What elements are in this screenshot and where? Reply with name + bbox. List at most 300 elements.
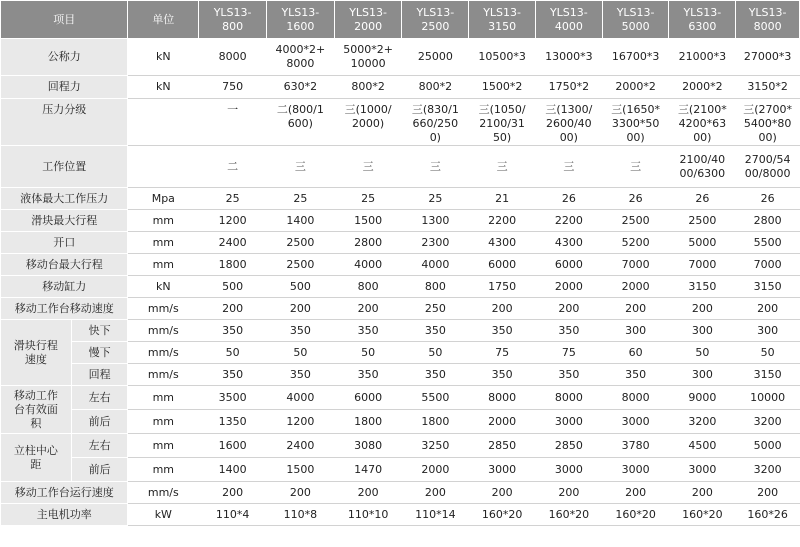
value-cell <box>334 232 402 254</box>
value-cell <box>334 210 402 232</box>
value-cell <box>535 76 602 99</box>
unit-cell <box>128 232 199 254</box>
unit-cell <box>128 276 199 298</box>
table-row <box>1 434 800 458</box>
value-cell-text: 200 <box>222 485 244 499</box>
row-label <box>1 39 128 76</box>
value-cell-text: 25 <box>361 191 376 205</box>
value-cell-text: 3200 <box>753 414 782 428</box>
value-cell <box>334 342 402 364</box>
value-cell <box>602 320 669 342</box>
value-cell <box>469 434 536 458</box>
value-cell <box>736 364 800 386</box>
value-cell-text: 三 <box>362 159 374 173</box>
value-cell <box>402 146 469 188</box>
value-cell <box>402 232 469 254</box>
value-cell <box>266 76 334 99</box>
value-cell <box>402 254 469 276</box>
value-cell-text: 350 <box>491 367 513 381</box>
sub-label-text: 前后 <box>88 462 111 476</box>
table-row <box>1 76 800 99</box>
value-cell <box>334 99 402 146</box>
value-cell-text: 110*14 <box>415 507 456 521</box>
value-cell-text: 2400 <box>218 235 247 249</box>
value-cell <box>199 342 267 364</box>
value-cell <box>199 482 267 504</box>
value-cell-text: 200 <box>625 485 647 499</box>
value-cell <box>669 210 736 232</box>
value-cell <box>736 76 800 99</box>
group-label <box>1 434 72 482</box>
value-cell <box>602 76 669 99</box>
value-cell <box>602 254 669 276</box>
value-cell <box>602 342 669 364</box>
value-cell-text: 3080 <box>354 438 383 452</box>
value-cell <box>199 276 267 298</box>
value-cell-text: 50 <box>361 345 376 359</box>
unit-cell-text: mm <box>152 462 175 476</box>
value-cell-text: 三(2700* 5400*80 00) <box>743 103 792 144</box>
value-cell-text: 3150 <box>753 279 782 293</box>
table-row <box>1 482 800 504</box>
value-cell-text: 50 <box>760 345 775 359</box>
sub-label <box>71 342 128 364</box>
value-cell-text: 2850 <box>554 438 583 452</box>
value-cell-text: 2700/54 00/8000 <box>744 152 791 180</box>
row-label <box>1 504 128 526</box>
value-cell-text: 三 <box>630 159 642 173</box>
value-cell-text: 三(1650* 3300*50 00) <box>611 103 660 144</box>
value-cell <box>402 386 469 410</box>
value-cell-text: 5000 <box>688 235 717 249</box>
value-cell <box>535 504 602 526</box>
header-model: YLS13- 4000 <box>535 1 602 39</box>
row-label-text: 开口 <box>53 235 76 249</box>
value-cell-text: 200 <box>289 485 311 499</box>
value-cell <box>602 232 669 254</box>
value-cell-text: 2000 <box>554 279 583 293</box>
value-cell <box>266 254 334 276</box>
value-cell <box>535 386 602 410</box>
sub-label-text: 快下 <box>88 323 111 337</box>
table-row <box>1 146 800 188</box>
value-cell <box>602 364 669 386</box>
row-label-text: 工作位置 <box>42 159 87 173</box>
value-cell <box>602 276 669 298</box>
value-cell-text: 350 <box>424 367 446 381</box>
value-cell <box>535 342 602 364</box>
value-cell-text: 200 <box>757 301 779 315</box>
value-cell-text: 21000*3 <box>678 50 727 63</box>
value-cell <box>535 298 602 320</box>
value-cell <box>266 232 334 254</box>
value-cell <box>266 504 334 526</box>
unit-cell-text: mm <box>152 390 175 404</box>
value-cell <box>199 410 267 434</box>
value-cell-text: 2200 <box>554 213 583 227</box>
value-cell <box>535 320 602 342</box>
value-cell-text: 50 <box>293 345 308 359</box>
row-label-text: 公称力 <box>47 50 81 63</box>
value-cell <box>199 504 267 526</box>
header-unit: 单位 <box>128 1 199 39</box>
unit-cell-text: mm <box>152 414 175 428</box>
value-cell-text: 13000*3 <box>545 50 593 63</box>
value-cell <box>469 504 536 526</box>
value-cell-text: 4000 <box>286 390 315 404</box>
value-cell-text: 1800 <box>218 257 247 271</box>
value-cell <box>535 458 602 482</box>
group-label <box>1 320 72 386</box>
value-cell-text: 800*2 <box>418 80 453 93</box>
header-model: YLS13- 5000 <box>602 1 669 39</box>
value-cell <box>736 298 800 320</box>
table-row <box>1 364 800 386</box>
value-cell-text: 160*20 <box>615 507 656 521</box>
value-cell <box>469 188 536 210</box>
value-cell-text: 2000 <box>421 462 450 476</box>
value-cell-text: 1200 <box>286 414 315 428</box>
value-cell-text: 200 <box>424 485 446 499</box>
value-cell-text: 160*20 <box>548 507 590 521</box>
value-cell-text: 5200 <box>621 235 650 249</box>
sub-label-text: 左右 <box>88 438 111 452</box>
value-cell <box>402 458 469 482</box>
value-cell-text: 8000 <box>488 390 517 404</box>
value-cell-text: 1300 <box>421 213 450 227</box>
value-cell <box>669 39 736 76</box>
value-cell <box>334 386 402 410</box>
value-cell-text: 26 <box>760 191 775 205</box>
value-cell <box>402 482 469 504</box>
header-model: YLS13- 2500 <box>402 1 469 39</box>
value-cell-text: 3780 <box>621 438 650 452</box>
value-cell <box>334 254 402 276</box>
value-cell <box>669 76 736 99</box>
value-cell-text: 三(1300/ 2600/40 00) <box>545 103 593 144</box>
row-label <box>1 210 128 232</box>
value-cell-text: 200 <box>558 485 580 499</box>
value-cell <box>669 458 736 482</box>
value-cell <box>334 76 402 99</box>
value-cell-text: 1750*2 <box>548 80 590 93</box>
row-label <box>1 298 128 320</box>
value-cell <box>266 410 334 434</box>
value-cell-text: 350 <box>222 323 244 337</box>
value-cell <box>334 188 402 210</box>
value-cell <box>199 210 267 232</box>
unit-cell-text: mm/s <box>147 323 179 337</box>
sub-label <box>71 434 128 458</box>
value-cell <box>535 188 602 210</box>
value-cell <box>602 188 669 210</box>
value-cell <box>669 386 736 410</box>
group-label-text: 滑块行程 速度 <box>13 338 58 366</box>
table-row <box>1 320 800 342</box>
sub-label-text: 左右 <box>88 390 111 404</box>
value-cell-text: 3500 <box>218 390 247 404</box>
value-cell-text: 4000*2+ 8000 <box>275 43 326 70</box>
value-cell <box>736 276 800 298</box>
sub-label <box>71 386 128 410</box>
value-cell <box>669 320 736 342</box>
value-cell <box>334 504 402 526</box>
value-cell-text: 2000 <box>621 279 650 293</box>
unit-cell-text: mm/s <box>147 345 179 359</box>
value-cell <box>266 188 334 210</box>
value-cell-text: 2000 <box>488 414 517 428</box>
unit-cell <box>128 504 199 526</box>
value-cell <box>266 99 334 146</box>
row-label-text: 移动缸力 <box>42 279 87 293</box>
value-cell-text: 5500 <box>753 235 782 249</box>
table-row <box>1 298 800 320</box>
header-model: YLS13- 3150 <box>469 1 536 39</box>
unit-cell-text: mm/s <box>147 301 179 315</box>
sub-label-text: 慢下 <box>88 345 111 359</box>
header-model: YLS13- 1600 <box>266 1 334 39</box>
row-label <box>1 276 128 298</box>
value-cell <box>469 298 536 320</box>
value-cell <box>535 254 602 276</box>
value-cell-text: 三 <box>496 159 508 173</box>
group-label-text: 立柱中心 距 <box>13 443 58 471</box>
value-cell <box>402 364 469 386</box>
value-cell <box>602 146 669 188</box>
sub-label <box>71 364 128 386</box>
value-cell <box>469 39 536 76</box>
value-cell <box>334 320 402 342</box>
value-cell <box>266 39 334 76</box>
unit-cell <box>128 76 199 99</box>
value-cell <box>602 504 669 526</box>
value-cell-text: 4300 <box>554 235 583 249</box>
value-cell-text: 200 <box>757 485 779 499</box>
value-cell <box>334 146 402 188</box>
value-cell-text: 1470 <box>354 462 383 476</box>
table-row <box>1 410 800 434</box>
value-cell-text: 27000*3 <box>743 50 792 63</box>
value-cell <box>736 504 800 526</box>
row-label-text: 主电机功率 <box>36 507 92 521</box>
value-cell <box>602 458 669 482</box>
unit-cell <box>128 434 199 458</box>
value-cell <box>334 482 402 504</box>
value-cell <box>199 99 267 146</box>
value-cell <box>669 146 736 188</box>
value-cell <box>669 254 736 276</box>
value-cell <box>469 276 536 298</box>
value-cell-text: 300 <box>691 323 713 337</box>
value-cell-text: 二 <box>227 159 239 173</box>
unit-cell <box>128 410 199 434</box>
value-cell-text: 50 <box>428 345 443 359</box>
table-row <box>1 39 800 76</box>
value-cell <box>469 146 536 188</box>
value-cell <box>469 210 536 232</box>
value-cell <box>669 504 736 526</box>
value-cell-text: 三 <box>294 159 306 173</box>
unit-cell-text: mm/s <box>147 485 179 499</box>
row-label <box>1 99 128 146</box>
unit-cell-text: kN <box>156 80 171 93</box>
unit-cell <box>128 342 199 364</box>
header-model: YLS13- 800 <box>199 1 267 39</box>
value-cell-text: 10500*3 <box>478 50 526 63</box>
value-cell <box>602 386 669 410</box>
value-cell <box>736 482 800 504</box>
value-cell-text: 26 <box>561 191 576 205</box>
value-cell <box>669 298 736 320</box>
value-cell-text: 2000*2 <box>615 80 656 93</box>
value-cell-text: 200 <box>558 301 580 315</box>
unit-cell <box>128 298 199 320</box>
unit-cell-text: kW <box>154 507 172 521</box>
value-cell <box>535 434 602 458</box>
table-row <box>1 386 800 410</box>
value-cell <box>334 276 402 298</box>
value-cell-text: 110*10 <box>347 507 389 521</box>
group-label <box>1 386 72 434</box>
value-cell-text: 8000 <box>621 390 650 404</box>
table-row <box>1 99 800 146</box>
value-cell <box>535 482 602 504</box>
value-cell-text: 4000 <box>354 257 383 271</box>
value-cell-text: 50 <box>225 345 240 359</box>
row-label <box>1 232 128 254</box>
unit-cell-text: mm <box>152 438 175 452</box>
value-cell-text: 1800 <box>354 414 383 428</box>
value-cell-text: 21 <box>495 191 510 205</box>
value-cell-text: 3150 <box>753 367 782 381</box>
value-cell <box>469 99 536 146</box>
value-cell-text: 200 <box>625 301 647 315</box>
value-cell-text: 9000 <box>688 390 717 404</box>
value-cell-text: 三(830/1 660/250 0) <box>411 103 459 144</box>
value-cell-text: 350 <box>625 367 647 381</box>
value-cell-text: 2400 <box>286 438 315 452</box>
value-cell <box>402 276 469 298</box>
value-cell-text: 5500 <box>421 390 450 404</box>
header-row <box>1 1 800 39</box>
value-cell <box>266 364 334 386</box>
row-label-text: 压力分级 <box>42 103 87 116</box>
value-cell <box>469 386 536 410</box>
table-row <box>1 458 800 482</box>
table-row <box>1 254 800 276</box>
value-cell <box>535 39 602 76</box>
value-cell <box>266 386 334 410</box>
value-cell <box>199 434 267 458</box>
row-label-text: 移动台最大行程 <box>25 257 103 271</box>
sub-label <box>71 458 128 482</box>
value-cell-text: 三(2100* 4200*63 00) <box>677 103 727 144</box>
value-cell-text: 8000 <box>218 50 247 63</box>
value-cell-text: 8000 <box>554 390 583 404</box>
header-model: YLS13- 8000 <box>736 1 800 39</box>
value-cell <box>199 188 267 210</box>
value-cell-text: 300 <box>691 367 713 381</box>
value-cell <box>334 39 402 76</box>
value-cell-text: 800 <box>424 279 446 293</box>
value-cell <box>535 210 602 232</box>
value-cell <box>199 76 267 99</box>
value-cell <box>402 76 469 99</box>
value-cell-text: 4300 <box>488 235 517 249</box>
value-cell <box>535 146 602 188</box>
value-cell <box>736 434 800 458</box>
value-cell <box>334 298 402 320</box>
value-cell <box>535 232 602 254</box>
value-cell-text: 500 <box>289 279 311 293</box>
value-cell-text: 二(800/1 600) <box>276 103 324 130</box>
value-cell-text: 25 <box>428 191 443 205</box>
value-cell <box>669 276 736 298</box>
value-cell <box>402 188 469 210</box>
value-cell-text: 2100/40 00/6300 <box>679 152 726 180</box>
value-cell-text: 一 <box>227 103 239 116</box>
value-cell-text: 3200 <box>688 414 717 428</box>
value-cell <box>602 482 669 504</box>
unit-cell <box>128 320 199 342</box>
value-cell-text: 300 <box>625 323 647 337</box>
value-cell <box>469 254 536 276</box>
value-cell <box>266 434 334 458</box>
value-cell-text: 2800 <box>753 213 782 227</box>
value-cell-text: 3000 <box>621 462 650 476</box>
value-cell-text: 350 <box>491 323 513 337</box>
value-cell-text: 75 <box>561 345 576 359</box>
value-cell <box>669 188 736 210</box>
value-cell-text: 200 <box>691 485 713 499</box>
value-cell-text: 3200 <box>753 462 782 476</box>
value-cell-text: 160*20 <box>481 507 523 521</box>
value-cell-text: 800*2 <box>351 80 385 93</box>
value-cell-text: 500 <box>222 279 244 293</box>
value-cell <box>602 434 669 458</box>
value-cell-text: 1500 <box>354 213 383 227</box>
unit-cell-text: kN <box>156 50 171 63</box>
value-cell-text: 350 <box>289 323 311 337</box>
table-row <box>1 232 800 254</box>
table-row <box>1 210 800 232</box>
value-cell-text: 6000 <box>554 257 583 271</box>
value-cell <box>402 39 469 76</box>
value-cell <box>736 99 800 146</box>
value-cell-text: 3000 <box>554 462 583 476</box>
row-label-text: 回程力 <box>47 80 81 93</box>
value-cell <box>469 342 536 364</box>
value-cell-text: 2500 <box>621 213 650 227</box>
value-cell-text: 6000 <box>488 257 517 271</box>
sub-label-text: 回程 <box>88 367 111 381</box>
value-cell <box>334 434 402 458</box>
value-cell <box>736 342 800 364</box>
value-cell-text: 26 <box>628 191 643 205</box>
value-cell-text: 1750 <box>488 279 517 293</box>
value-cell-text: 350 <box>222 367 244 381</box>
value-cell <box>402 434 469 458</box>
sub-label <box>71 320 128 342</box>
value-cell <box>669 410 736 434</box>
value-cell-text: 200 <box>491 301 513 315</box>
value-cell <box>602 39 669 76</box>
value-cell-text: 1500*2 <box>481 80 523 93</box>
table-row <box>1 504 800 526</box>
value-cell-text: 200 <box>357 301 379 315</box>
value-cell <box>469 458 536 482</box>
unit-cell <box>128 146 199 188</box>
